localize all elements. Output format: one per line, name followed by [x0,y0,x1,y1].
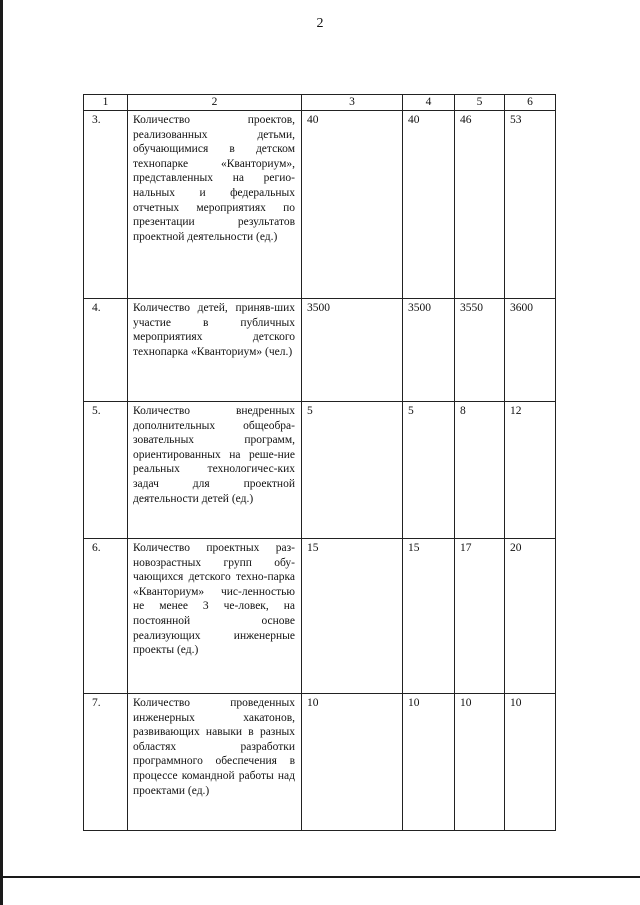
column-header: 2 [128,95,302,111]
value-col-3: 15 [302,539,403,694]
value-col-6: 20 [505,539,556,694]
value-col-4: 3500 [403,299,455,402]
table-row [84,402,556,539]
value-col-5: 3550 [455,299,505,402]
column-header: 3 [302,95,403,111]
row-number: 5. [84,402,128,539]
value-col-6: 10 [505,694,556,831]
table-header-row [84,95,556,111]
indicator-name: Количество детей, приняв-ших участие в публичных мероприятиях детского технопарка «Кванториум» (чел.) [128,299,302,402]
row-number: 7. [84,694,128,831]
value-col-4: 10 [403,694,455,831]
value-col-3: 3500 [302,299,403,402]
table-row [84,299,556,402]
value-col-3: 10 [302,694,403,831]
row-number: 3. [84,111,128,299]
table-row [84,539,556,694]
value-col-4: 5 [403,402,455,539]
indicator-name: Количество проектных раз-новозрастных групп обу-чающихся детского техно-парка «Кванториум» чис-ленностью не менее 3 че-ловек, на постоянной основе реализующих инженерные проекты (ед.) [128,539,302,694]
row-number: 4. [84,299,128,402]
value-col-5: 46 [455,111,505,299]
value-col-6: 53 [505,111,556,299]
value-col-5: 8 [455,402,505,539]
indicator-name: Количество внедренных дополнительных общеобра-зовательных программ, ориентированных на реше-ние реальных технологичес-ких задач для проектной деятельности детей (ед.) [128,402,302,539]
page-number: 2 [316,16,324,31]
value-col-3: 40 [302,111,403,299]
value-col-3: 5 [302,402,403,539]
value-col-5: 10 [455,694,505,831]
value-col-4: 40 [403,111,455,299]
column-header: 1 [84,95,128,111]
column-header: 6 [505,95,556,111]
row-number: 6. [84,539,128,694]
page-bottom-line [0,876,640,878]
value-col-5: 17 [455,539,505,694]
table-row [84,694,556,831]
value-col-4: 15 [403,539,455,694]
indicator-name: Количество проведенных инженерных хакатонов, развивающих навыки в разных областях разработки программного обеспечения в процессе командной работы над проектами (ед.) [128,694,302,831]
indicators-table [83,94,556,831]
column-header: 5 [455,95,505,111]
page-edge-line [0,0,3,905]
value-col-6: 3600 [505,299,556,402]
column-header: 4 [403,95,455,111]
indicator-name: Количество проектов, реализованных детьми, обучающимися в детском технопарке «Кванториум», представленных на регио-нальных и федеральных отчетных мероприятиях по презентации результатов проектной деятельности (ед.) [128,111,302,299]
value-col-6: 12 [505,402,556,539]
table-row [84,111,556,299]
